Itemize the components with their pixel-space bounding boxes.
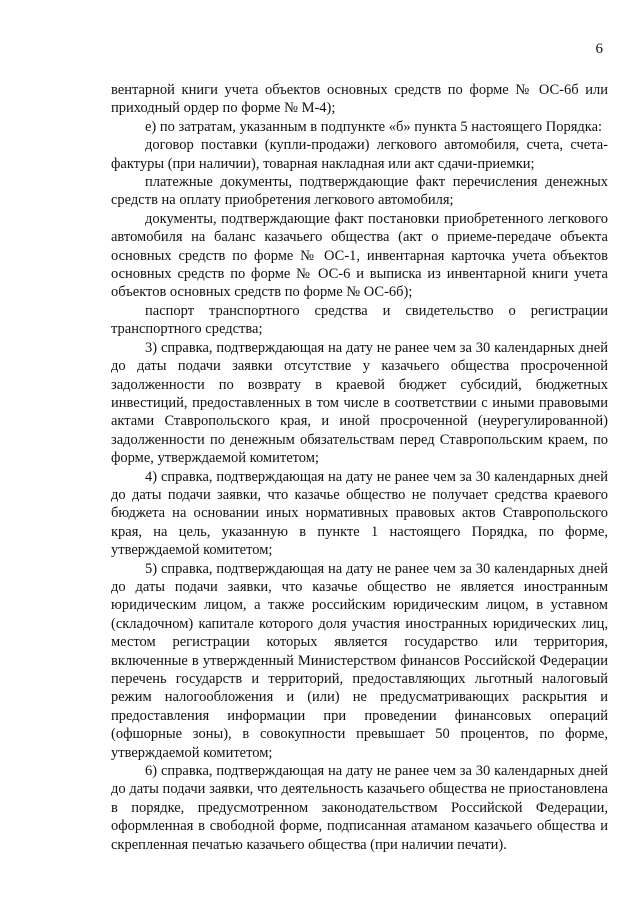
page-number: 6 <box>595 41 603 57</box>
paragraph: 6) справка, подтверждающая на дату не ранее чем за 30 календарных дней до даты подачи заявки, что деятельность казачьего общества не приостановлена в порядке, предусмотренном законодательством Российской Федерации, оформленная в свободной форме, подписанная атаманом казачьего общества и скрепленная печатью казачьего общества (при наличии печати). <box>111 763 608 853</box>
paragraph: 3) справка, подтверждающая на дату не ранее чем за 30 календарных дней до даты подачи заявки отсутствие у казачьего общества просроченной задолженности по возврату в краевой бюджет субсидий, бюджетных инвестиций, предоставленных в том числе в соответствии с иными правовыми актами Ставропольского края, и иной просроченной (неурегулированной) задолженности по денежным обязательствам перед Ставропольским краем, по форме, утверждаемой комитетом; <box>111 339 608 467</box>
paragraph: е) по затратам, указанным в подпункте «б» пункта 5 настоящего Порядка: <box>145 118 603 135</box>
paragraph: документы, подтверждающие факт постановки приобретенного легкового автомобиля на баланс казачьего общества (акт о приеме-передаче объекта основных средств по форме № ОС-1, инвентарная карточка учета объектов основных средств по форме № ОС-6 и выписка из инвентарной книги учета объектов основных средств по форме № ОС-6б); <box>111 210 608 301</box>
document-body <box>111 81 608 854</box>
paragraph: паспорт транспортного средства и свидетельство о регистрации транспортного средства; <box>111 302 608 338</box>
paragraph: 4) справка, подтверждающая на дату не ранее чем за 30 календарных дней до даты подачи заявки, что казачье общество не получает средства краевого бюджета на основании иных нормативных правовых актов Ставропольского края, на цель, указанную в пункте 1 настоящего Порядка, по форме, утверждаемой комитетом; <box>111 468 608 559</box>
paragraph: платежные документы, подтверждающие факт перечисления денежных средств на оплату приобретения легкового автомобиля; <box>111 174 608 209</box>
paragraph: 5) справка, подтверждающая на дату не ранее чем за 30 календарных дней до даты подачи заявки, что казачье общество не является иностранным юридическим лицом, а также российским юридическим лицом, в уставном (складочном) капитале которого доля участия иностранных юридических лиц, местом регистрации которых является государство или территория, включенные в утвержденный Министерством финансов Российской Федерации перечень государств и территорий, предоставляющих льготный налоговый режим налогообложения и (или) не предусматривающих раскрытия и предоставления информации при проведении финансовых операций (офшорные зоны), в совокупности превышает 50 процентов, по форме, утверждаемой комитетом; <box>111 560 608 761</box>
paragraph: вентарной книги учета объектов основных средств по форме № ОС-6б или приходный ордер по форме № М-4); <box>111 82 608 117</box>
paragraph: договор поставки (купли-продажи) легкового автомобиля, счета, счета-фактуры (при наличии), товарная накладная или акт сдачи-приемки; <box>111 137 608 172</box>
